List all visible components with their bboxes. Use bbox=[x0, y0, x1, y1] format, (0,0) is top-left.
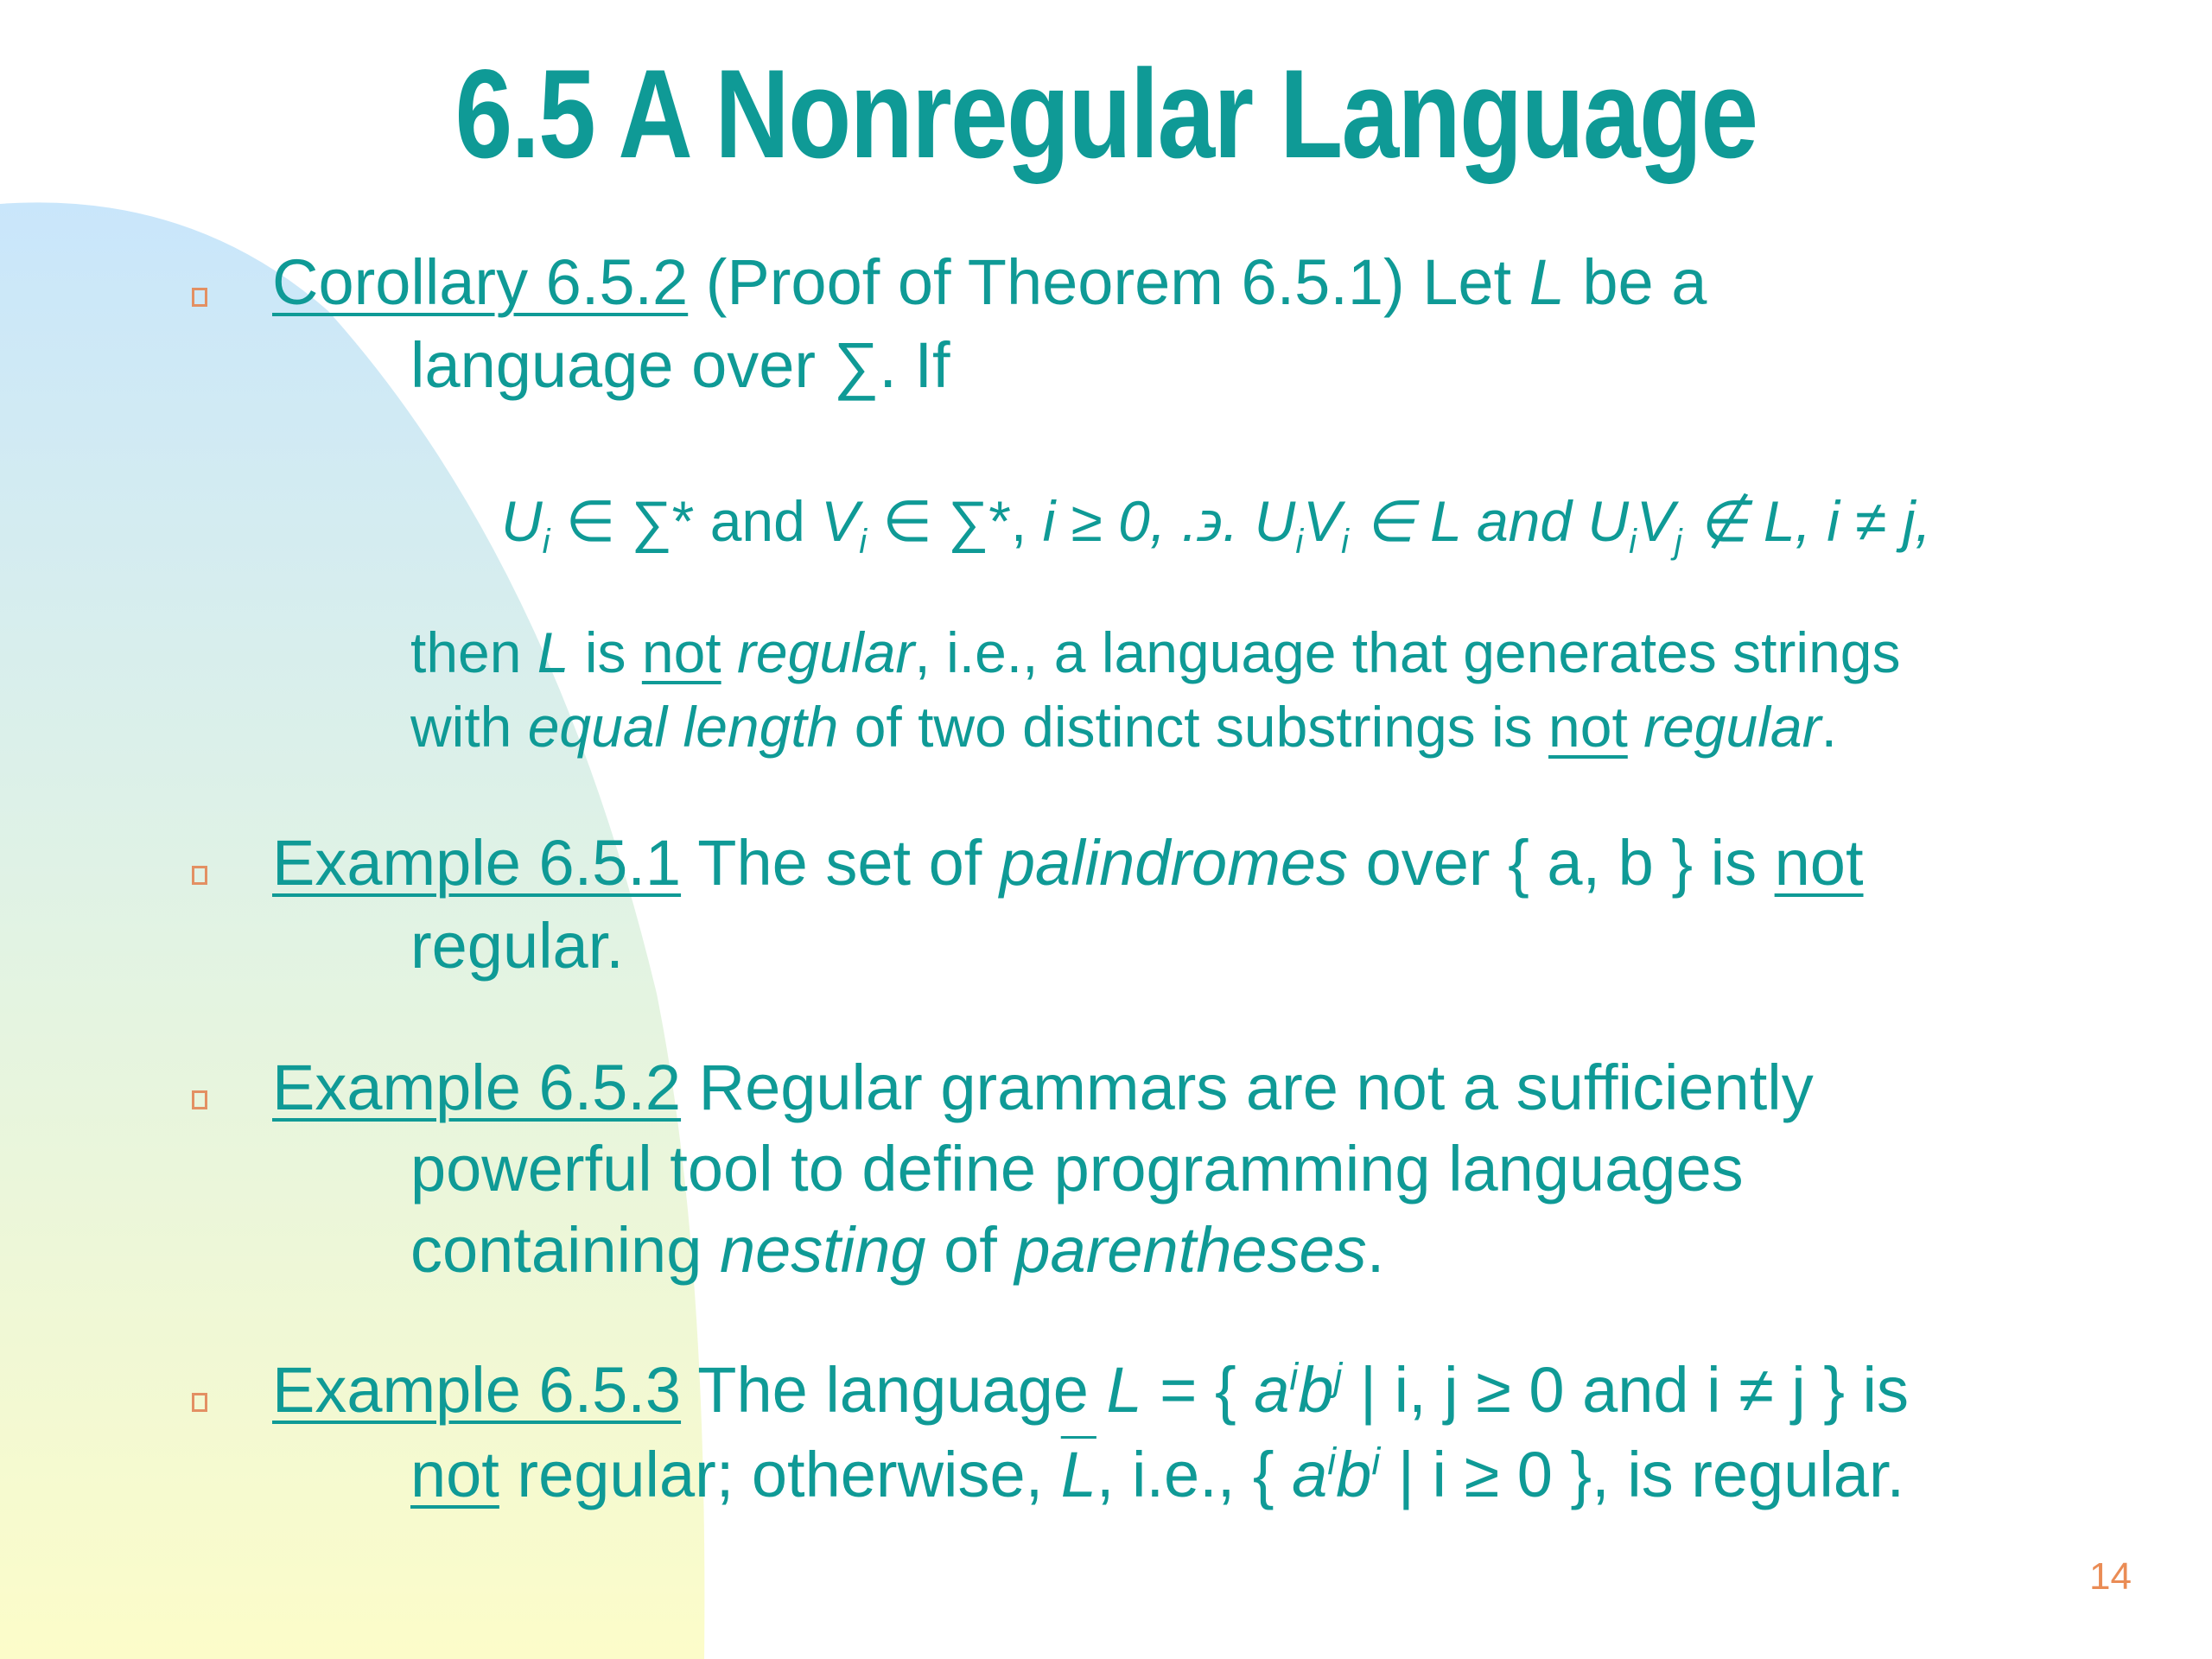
sup-j: j bbox=[1333, 1356, 1343, 1399]
sup-i: i bbox=[1289, 1356, 1299, 1399]
example-text: , i.e., { bbox=[1096, 1439, 1293, 1510]
example-6-5-2-label[interactable]: Example 6.5.2 bbox=[272, 1052, 682, 1123]
var-U: U bbox=[501, 489, 543, 553]
formula-text: ∉ L, bbox=[1681, 489, 1827, 553]
regular-emphasis: regular bbox=[736, 620, 915, 684]
corollary-text: , i.e., a language that generates strings bbox=[914, 620, 1901, 684]
formula-text: ∈ L and bbox=[1348, 489, 1588, 553]
sub-j: j bbox=[1674, 523, 1682, 562]
hollow-square-bullet-icon bbox=[192, 288, 207, 307]
nesting-emphasis: nesting bbox=[719, 1214, 926, 1286]
page-number: 14 bbox=[2089, 1555, 2132, 1598]
corollary-line-2: language over ∑. If bbox=[410, 329, 950, 401]
sub-i: i bbox=[1295, 523, 1304, 562]
corollary-label[interactable]: Corollary 6.5.2 bbox=[272, 246, 689, 318]
slide-title: 6.5 A Nonregular Language bbox=[454, 43, 1758, 184]
corollary-with-line bbox=[410, 695, 1837, 759]
formula-text: i ≠ j, bbox=[1827, 489, 1931, 553]
var-V: V bbox=[1636, 489, 1675, 553]
not-emphasis: not bbox=[1774, 827, 1864, 899]
corollary-text: of two distinct substrings is bbox=[838, 695, 1549, 759]
corollary-text: be a bbox=[1564, 246, 1707, 318]
corollary-then-line bbox=[410, 620, 1901, 684]
hollow-square-bullet-icon bbox=[192, 866, 207, 885]
example-6-5-2-line-2: powerful tool to define programming languages bbox=[410, 1133, 1744, 1205]
example-6-5-1-line-2: regular. bbox=[410, 910, 624, 982]
example-text: | i, j ≥ 0 and i ≠ j } is bbox=[1342, 1354, 1909, 1426]
example-text: regular; otherwise, bbox=[499, 1439, 1061, 1510]
corollary-text: with bbox=[410, 695, 528, 759]
formula-text: ∈ ∑*, bbox=[867, 489, 1043, 553]
example-text: The set of bbox=[681, 827, 1000, 899]
example-text: Regular grammars are not a sufficiently bbox=[681, 1052, 1814, 1123]
not-emphasis: not bbox=[641, 620, 721, 684]
corollary-text: then bbox=[410, 620, 537, 684]
equal-length-emphasis: equal length bbox=[527, 695, 839, 759]
var-b: b bbox=[1336, 1439, 1372, 1510]
corollary-line-1 bbox=[272, 246, 1707, 318]
corollary-text: (Proof of Theorem 6.5.1) Let bbox=[688, 246, 1529, 318]
var-U: U bbox=[1254, 489, 1296, 553]
palindromes-emphasis: palindromes bbox=[999, 827, 1349, 899]
example-text: . bbox=[1366, 1214, 1385, 1286]
hollow-square-bullet-icon bbox=[192, 1393, 207, 1412]
var-U: U bbox=[1587, 489, 1630, 553]
example-6-5-3-line-1 bbox=[272, 1354, 1909, 1426]
example-6-5-2-line-1 bbox=[272, 1052, 1814, 1123]
sub-i: i bbox=[859, 523, 867, 562]
example-6-5-2-line-3 bbox=[410, 1214, 1385, 1286]
var-L: L bbox=[1106, 1354, 1142, 1426]
var-L: L bbox=[537, 620, 569, 684]
corollary-text: . bbox=[1821, 695, 1837, 759]
var-V: V bbox=[1303, 489, 1342, 553]
var-L: L bbox=[1529, 246, 1565, 318]
not-emphasis: not bbox=[1548, 695, 1628, 759]
example-6-5-1-label[interactable]: Example 6.5.1 bbox=[272, 827, 682, 899]
hollow-square-bullet-icon bbox=[192, 1090, 207, 1109]
corollary-text: is bbox=[569, 620, 642, 684]
example-text: over { a, b } is bbox=[1348, 827, 1775, 899]
var-L-complement: $\overline{L}$ bbox=[1060, 1439, 1096, 1510]
parentheses-emphasis: parentheses bbox=[1014, 1214, 1367, 1286]
example-6-5-1-line-1 bbox=[272, 827, 1864, 899]
example-text: containing bbox=[410, 1214, 720, 1286]
regular-emphasis: regular bbox=[1643, 695, 1821, 759]
example-text: | i ≥ 0 }, is regular. bbox=[1380, 1439, 1905, 1510]
sub-i: i bbox=[542, 523, 550, 562]
formula-text: i ≥ 0, .϶. bbox=[1042, 489, 1255, 553]
sub-i: i bbox=[1629, 523, 1637, 562]
var-b: b bbox=[1298, 1354, 1334, 1426]
sub-i: i bbox=[1341, 523, 1349, 562]
sup-i: i bbox=[1371, 1440, 1381, 1484]
var-a: a bbox=[1292, 1439, 1328, 1510]
example-text: of bbox=[925, 1214, 1015, 1286]
example-text: = { bbox=[1141, 1354, 1255, 1426]
not-emphasis: not bbox=[410, 1439, 499, 1510]
example-text: The language bbox=[681, 1354, 1107, 1426]
sup-i: i bbox=[1327, 1440, 1337, 1484]
var-V: V bbox=[821, 489, 860, 553]
example-6-5-3-label[interactable]: Example 6.5.3 bbox=[272, 1354, 682, 1426]
example-6-5-3-line-2 bbox=[410, 1439, 1905, 1510]
corollary-formula bbox=[501, 489, 1931, 562]
formula-text: ∈ ∑* and bbox=[550, 489, 822, 553]
var-a: a bbox=[1254, 1354, 1290, 1426]
